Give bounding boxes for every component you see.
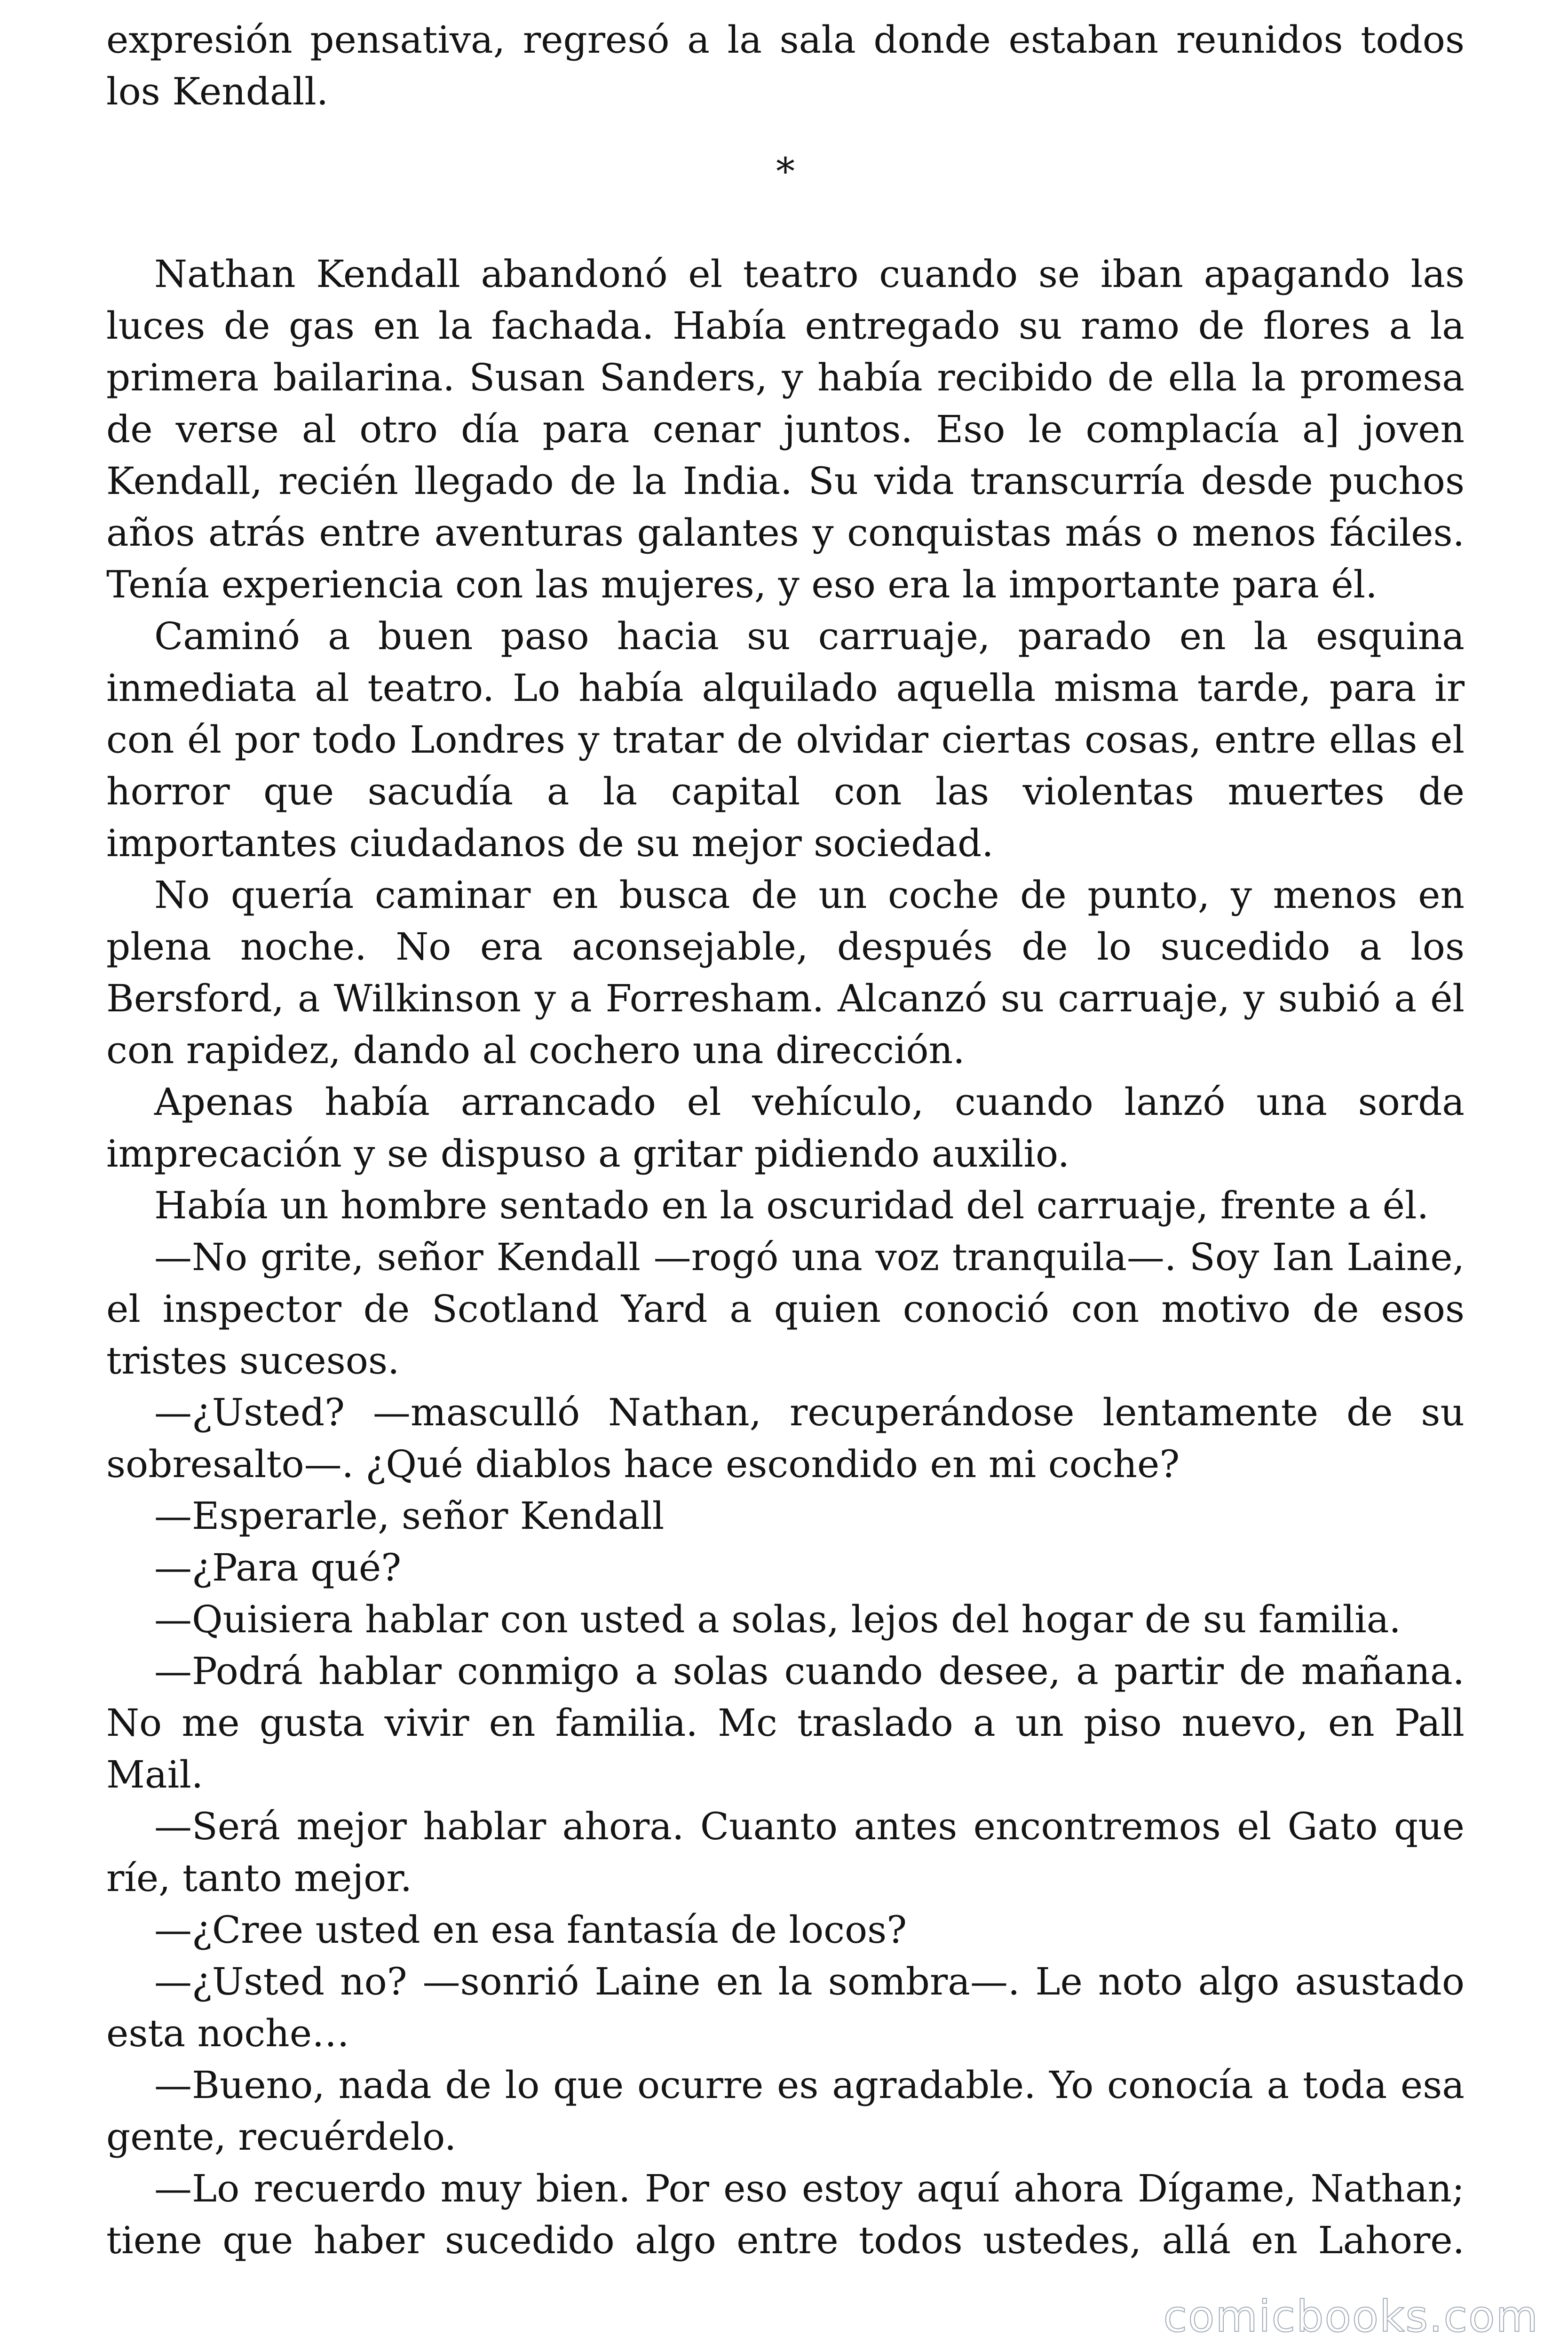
dialogue-paragraph: —¿Usted no? —sonrió Laine en la sombra—. Le noto algo asustado esta noche… — [106, 1960, 1465, 2055]
dialogue-paragraph: —¿Usted? —masculló Nathan, recuperándose lentamente de su sobresalto—. ¿Qué diablos hace escondido en mi coche? — [106, 1391, 1465, 1486]
dialogue-paragraph: —¿Para qué? — [154, 1546, 402, 1589]
paragraph: No quería caminar en busca de un coche de punto, y menos en plena noche. No era aconsejable, después de lo sucedido a los Bersford, a Wilkinson y a Forresham. Alcanzó su carruaje, y subió a él con rapidez, dando al cochero una dirección. — [106, 873, 1465, 1072]
watermark: comicbooks.com — [1163, 2291, 1539, 2342]
paragraph: Había un hombre sentado en la oscuridad del carruaje, frente a él. — [154, 1184, 1429, 1227]
section-separator: * — [776, 150, 795, 193]
dialogue-paragraph: —¿Cree usted en esa fantasía de locos? — [154, 1908, 907, 1952]
dialogue-paragraph: —No grite, señor Kendall —rogó una voz tranquila—. Soy Ian Laine, el inspector de Scotland Yard a quien conoció con motivo de esos tristes sucesos. — [106, 1235, 1465, 1383]
dialogue-paragraph: —Quisiera hablar con usted a solas, lejos del hogar de su familia. — [154, 1597, 1401, 1641]
paragraph: Caminó a buen paso hacia su carruaje, parado en la esquina inmediata al teatro. Lo había alquilado aquella misma tarde, para ir con él por todo Londres y tratar de olvidar ciertas cosas, entre ellas el horror que sacudía a la capital con las violentas muertes de importantes ciudadanos de su mejor sociedad. — [106, 614, 1465, 865]
dialogue-paragraph: —Será mejor hablar ahora. Cuanto antes encontremos el Gato que ríe, tanto mejor. — [106, 1804, 1465, 1900]
dialogue-paragraph: —Esperarle, señor Kendall — [154, 1494, 665, 1538]
dialogue-paragraph: —Podrá hablar conmigo a solas cuando desee, a partir de mañana. No me gusta vivir en familia. Mc traslado a un piso nuevo, en Pall Mail. — [106, 1649, 1465, 1796]
dialogue-paragraph: —Lo recuerdo muy bien. Por eso estoy aquí ahora Dígame, Nathan; tiene que haber sucedido algo entre todos ustedes, allá en Lahore. — [106, 2167, 1465, 2262]
book-page — [106, 14, 1465, 2266]
paragraph-continued: expresión pensativa, regresó a la sala donde estaban reunidos todos los Kendall. — [106, 18, 1465, 113]
dialogue-paragraph: —Bueno, nada de lo que ocurre es agradable. Yo conocía a toda esa gente, recuérdelo. — [106, 2063, 1465, 2159]
paragraph: Nathan Kendall abandonó el teatro cuando se iban apagando las luces de gas en la fachada. Había entregado su ramo de flores a la primera bailarina. Susan Sanders, y había recibido de ella la promesa de verse al otro día para cenar juntos. Eso le complacía a] joven Kendall, recién llegado de la India. Su vida transcurría desde puchos años atrás entre aventuras galantes y conquistas más o menos fáciles. Tenía experiencia con las mujeres, y eso era la importante para él. — [106, 252, 1465, 606]
paragraph: Apenas había arrancado el vehículo, cuando lanzó una sorda imprecación y se dispuso a gritar pidiendo auxilio. — [106, 1080, 1465, 1176]
